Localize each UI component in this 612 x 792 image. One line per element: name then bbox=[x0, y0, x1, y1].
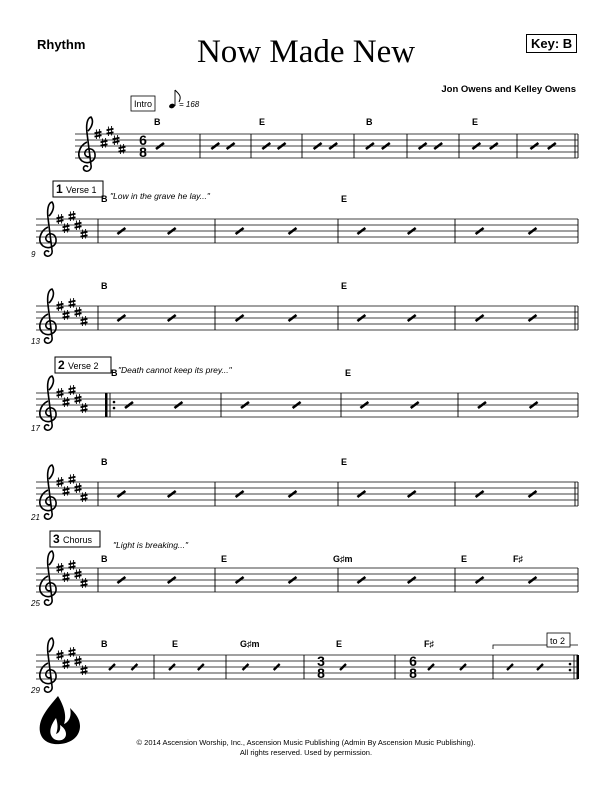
key-sharp-icon bbox=[69, 298, 76, 308]
measure-number: 9 bbox=[31, 250, 36, 259]
time-sig-bottom: 8 bbox=[409, 665, 417, 681]
copyright-line-1: © 2014 Ascension Worship, Inc., Ascension Music Publishing (Admin By Ascension Music Publishing). bbox=[136, 738, 476, 747]
key-sharp-icon bbox=[81, 316, 88, 326]
measure-number: 25 bbox=[31, 599, 40, 608]
chord-symbol: E bbox=[221, 554, 228, 564]
chord-symbol: B bbox=[101, 194, 108, 204]
key-sharp-icon bbox=[81, 403, 88, 413]
time-sig-bottom: 8 bbox=[317, 665, 325, 681]
key-sharp-icon bbox=[63, 223, 70, 233]
chord-symbol: B bbox=[101, 457, 108, 467]
key-sharp-icon bbox=[81, 229, 88, 239]
chord-symbol: B bbox=[101, 554, 108, 564]
chord-symbol: E bbox=[172, 639, 179, 649]
time-sig-bottom: 8 bbox=[139, 144, 147, 160]
chord-symbol: G♯m bbox=[240, 639, 260, 649]
section-name: Verse 1 bbox=[66, 185, 97, 195]
key-sharp-icon bbox=[69, 385, 76, 395]
intro-label: Intro bbox=[134, 99, 153, 109]
chord-symbol: E bbox=[341, 281, 348, 291]
key-sharp-icon bbox=[81, 665, 88, 675]
time-sig-top: 6 bbox=[409, 653, 417, 669]
chord-symbol: E bbox=[259, 117, 266, 127]
tempo-marking: = 168 bbox=[179, 100, 200, 109]
treble-clef-icon bbox=[40, 638, 56, 692]
chord-symbol: B bbox=[101, 639, 108, 649]
section-name: Chorus bbox=[63, 535, 93, 545]
copyright-line-2: All rights reserved. Used by permission. bbox=[239, 748, 373, 757]
treble-clef-icon bbox=[40, 376, 56, 430]
repeat-start-thick bbox=[105, 393, 108, 417]
chord-symbol: E bbox=[341, 457, 348, 467]
chord-symbol: B bbox=[111, 368, 118, 378]
key-sharp-icon bbox=[81, 578, 88, 588]
key-sharp-icon bbox=[107, 126, 114, 136]
chord-symbol: E bbox=[472, 117, 479, 127]
key-sharp-icon bbox=[63, 659, 70, 669]
measure-number: 29 bbox=[31, 686, 40, 695]
key-sharp-icon bbox=[69, 211, 76, 221]
key-sharp-icon bbox=[69, 647, 76, 657]
composer-credit: Jon Owens and Kelley Owens bbox=[441, 84, 576, 95]
final-barline-thick bbox=[577, 655, 580, 679]
copyright-footer bbox=[0, 738, 612, 758]
key-sharp-icon bbox=[69, 474, 76, 484]
key-sharp-icon bbox=[119, 144, 126, 154]
chord-symbol: E bbox=[345, 368, 352, 378]
key-sharp-icon bbox=[63, 397, 70, 407]
repeat-dot bbox=[569, 663, 572, 666]
key-sharp-icon bbox=[81, 492, 88, 502]
chord-symbol: F♯ bbox=[513, 554, 523, 564]
section-name: Verse 2 bbox=[68, 361, 99, 371]
measure-number: 21 bbox=[31, 513, 40, 522]
key-sharp-icon bbox=[101, 138, 108, 148]
song-title: Now Made New bbox=[196, 34, 416, 70]
measure-number: 17 bbox=[31, 424, 40, 433]
section-number: 2 bbox=[58, 358, 65, 372]
time-sig-top: 3 bbox=[317, 653, 325, 669]
key-box: Key: B bbox=[526, 34, 577, 53]
treble-clef-icon bbox=[79, 117, 95, 171]
treble-clef-icon bbox=[40, 465, 56, 519]
key-sharp-icon bbox=[63, 572, 70, 582]
treble-clef-icon bbox=[40, 202, 56, 256]
eighth-note-icon bbox=[168, 103, 175, 109]
repeat-dot bbox=[113, 401, 116, 404]
section-number: 1 bbox=[56, 182, 63, 196]
repeat-dot bbox=[569, 669, 572, 672]
time-sig-top: 6 bbox=[139, 132, 147, 148]
lyric-cue: "Low in the grave he lay..." bbox=[110, 191, 210, 201]
key-sharp-icon bbox=[63, 310, 70, 320]
key-sharp-icon bbox=[63, 486, 70, 496]
chord-symbol: B bbox=[366, 117, 373, 127]
repeat-dot bbox=[113, 407, 116, 410]
chord-symbol: E bbox=[461, 554, 468, 564]
ending-label: to 2 bbox=[550, 636, 566, 646]
measure-number: 13 bbox=[31, 337, 40, 346]
chord-symbol: E bbox=[341, 194, 348, 204]
treble-clef-icon bbox=[40, 289, 56, 343]
section-number: 3 bbox=[53, 532, 60, 546]
key-sharp-icon bbox=[69, 560, 76, 570]
treble-clef-icon bbox=[40, 551, 56, 605]
lyric-cue: "Light is breaking..." bbox=[113, 540, 189, 550]
lyric-cue: "Death cannot keep its prey..." bbox=[118, 365, 232, 375]
chord-symbol: B bbox=[101, 281, 108, 291]
chord-symbol: B bbox=[154, 117, 161, 127]
chord-symbol: E bbox=[336, 639, 343, 649]
chord-symbol: F♯ bbox=[424, 639, 434, 649]
part-name: Rhythm bbox=[37, 37, 86, 52]
chord-symbol: G♯m bbox=[333, 554, 353, 564]
